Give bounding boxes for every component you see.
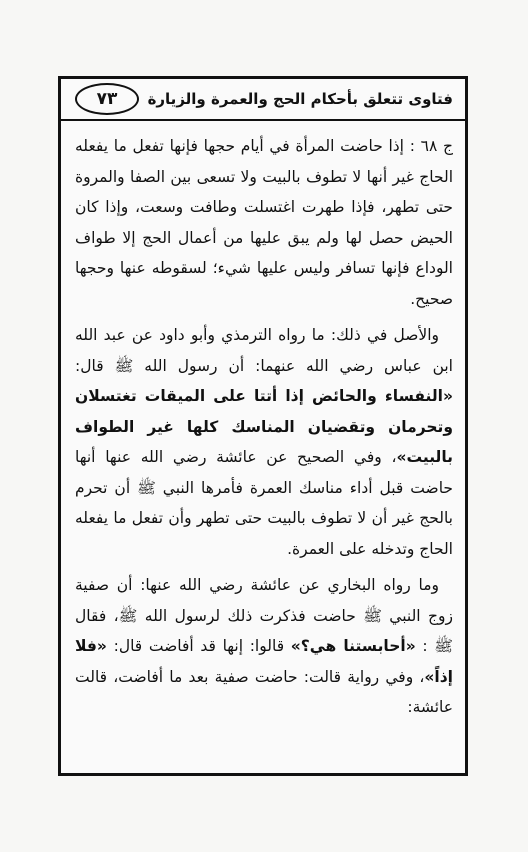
bukhari-middle-text: قالوا: إنها قد أفاضت قال: <box>106 637 291 655</box>
hadith-question-quote: «أحابستنا هي؟» <box>290 637 416 655</box>
body-text <box>75 131 453 723</box>
answer-paragraph: ج ٦٨ : إذا حاضت المرأة في أيام حجها فإنها تفعل ما يفعله الحاج غير أنها لا تطوف بالبيت ولا تسعى بين الصفا والمروة حتى تطهر، فإذا طهرت اغتسلت وطافت وسعت، وإذا كان الحيض حصل لها ولم يبق عليها من أعمال الحج إلا طواف الوداع فإنها تسافر وليس عليها شيء؛ لسقوطه عنها وحجها صحيح. <box>75 137 453 308</box>
bukhari-intro-text: وما رواه البخاري عن عائشة رضي الله عنها: أن صفية زوج النبي ﷺ حاضت فذكرت ذلك لرسول الله ﷺ، فقال ﷺ : <box>75 576 453 655</box>
page-header <box>61 79 465 121</box>
page-number: ٧٣ <box>75 83 139 115</box>
bukhari-continuation-text: ، وفي رواية قالت: حاضت صفية بعد ما أفاضت، قالت عائشة: <box>75 667 453 716</box>
hadith-quote: «النفساء والحائض إذا أتتا على الميقات تغتسلان وتحرمان وتقضيان المناسك كلها غير الطواف بالبيت» <box>75 387 453 466</box>
page-frame <box>58 76 468 776</box>
evidence-continuation-text: ، وفي الصحيح عن عائشة رضي الله عنها أنها حاضت قبل أداء مناسك العمرة فأمرها النبي ﷺ أن تحرم بالحج غير أن لا تطوف بالبيت حتى تطهر وأن تفعل ما يفعله الحاج وتدخله على العمرة. <box>75 448 453 558</box>
running-title: فتاوى تتعلق بأحكام الحج والعمرة والزيارة <box>147 90 453 108</box>
bukhari-paragraph <box>75 570 453 723</box>
hadith-answer-quote: «فلا إذاً» <box>75 637 453 686</box>
evidence-paragraph <box>75 320 453 564</box>
evidence-intro-text: والأصل في ذلك: ما رواه الترمذي وأبو داود عن عبد الله ابن عباس رضي الله عنهما: أن رسول الله ﷺ قال: <box>75 326 453 375</box>
